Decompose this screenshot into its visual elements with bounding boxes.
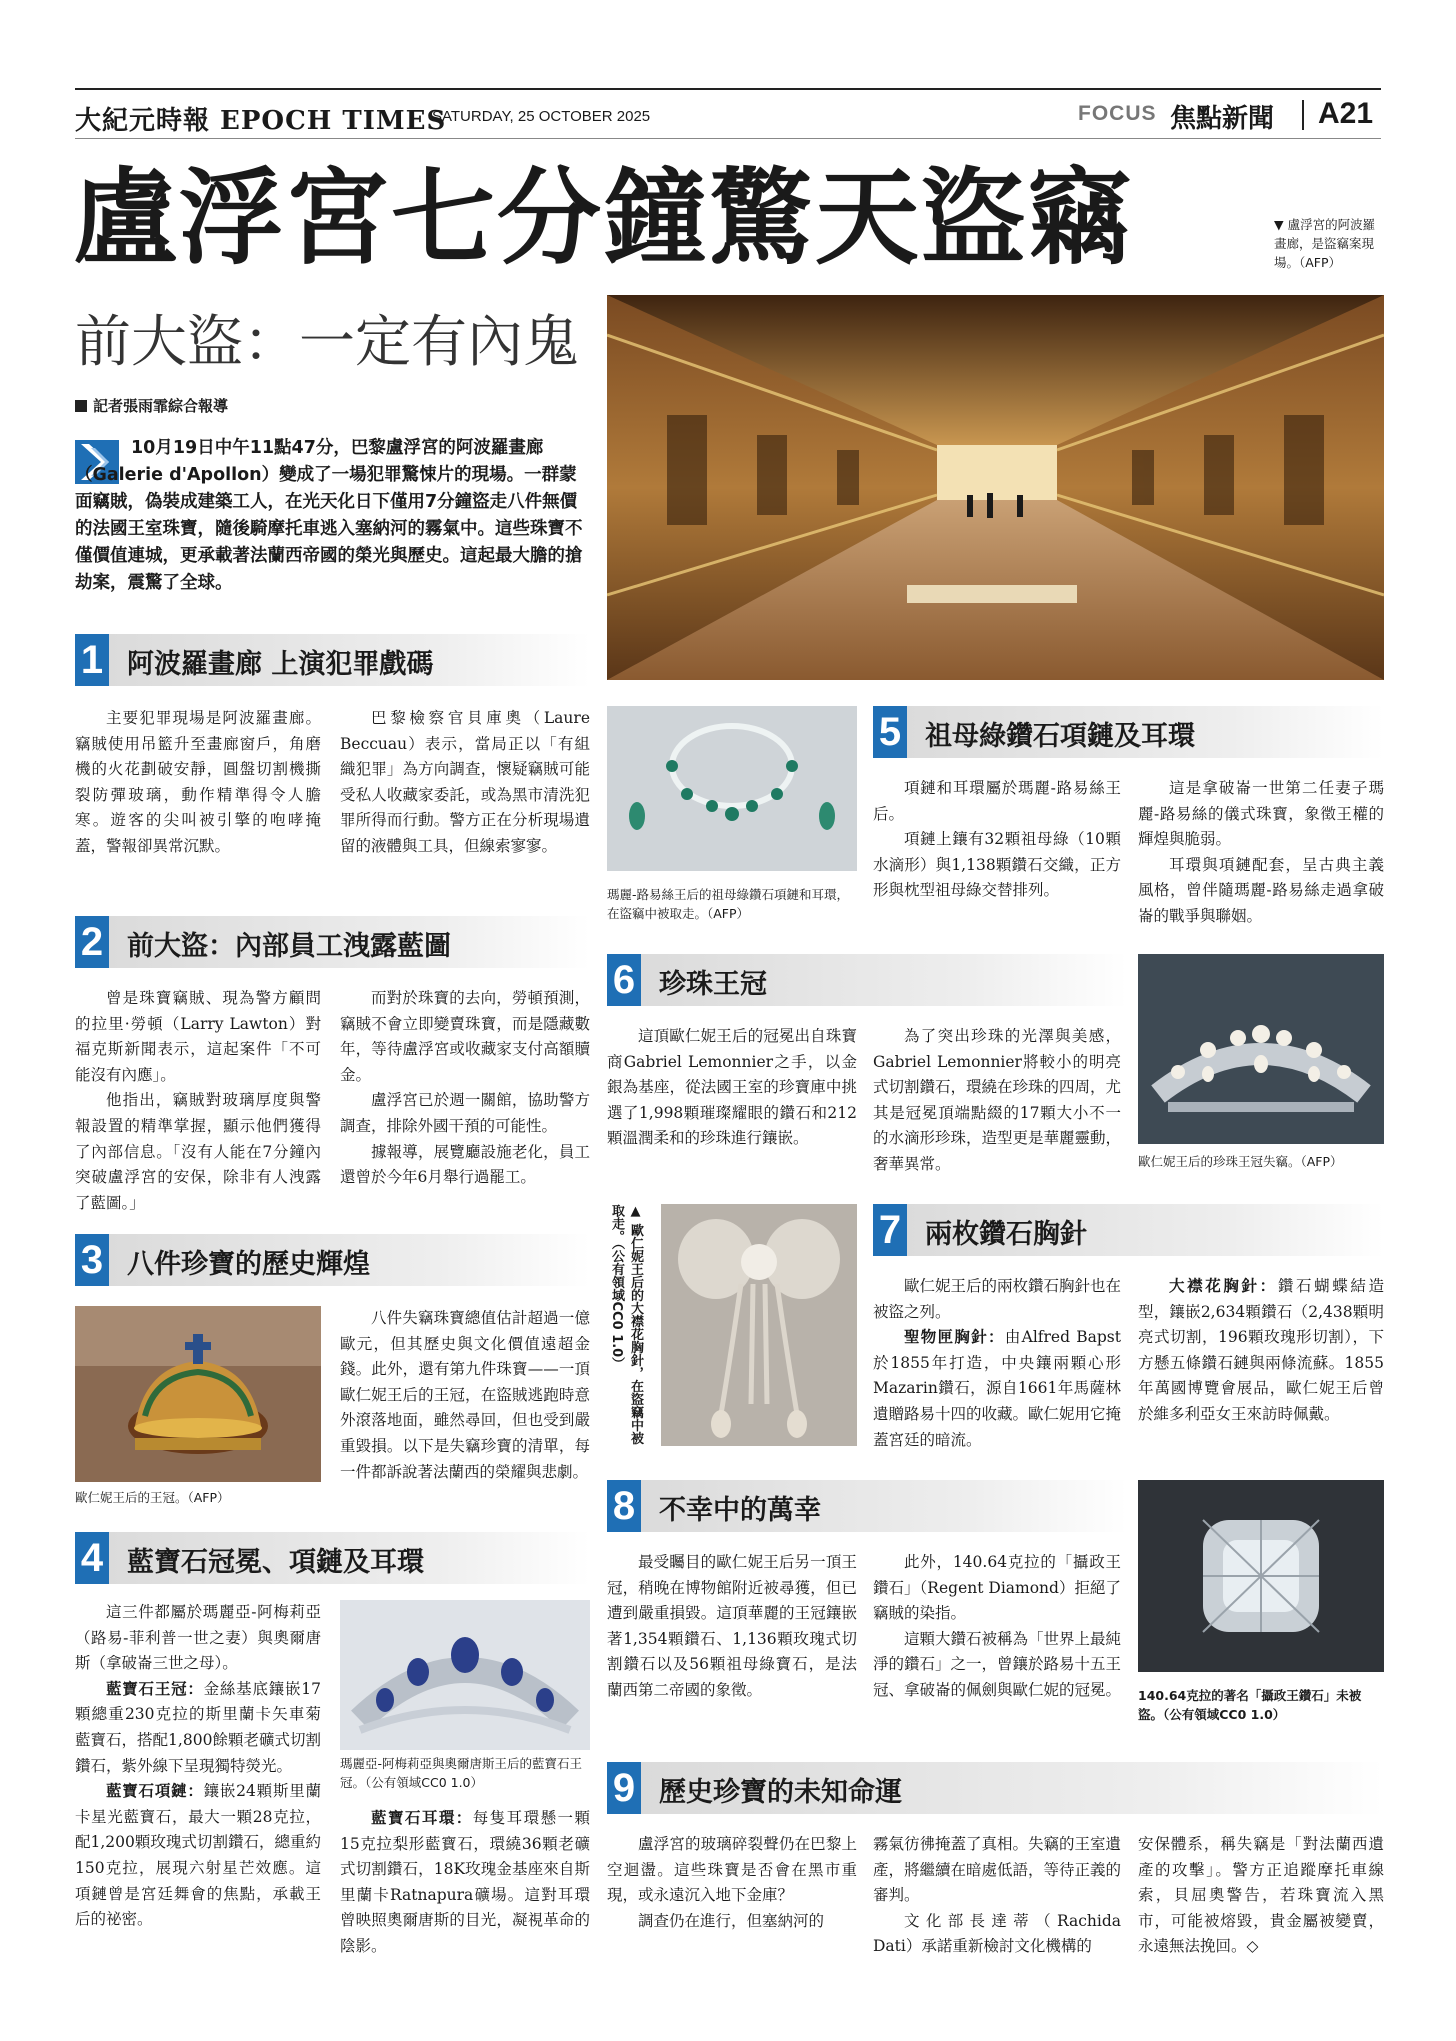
section-2-title: 前大盜：內部員工洩露藍圖 <box>127 931 451 962</box>
section-6-header <box>607 954 1127 1006</box>
section-5-number: 5 <box>873 706 907 758</box>
sapphire-earring-label: 藍寶石耳環： <box>371 1809 473 1827</box>
brooch-photo <box>661 1204 857 1446</box>
section-2-para: 盧浮宮已於週一關館，協助警方調查，排除外國干預的可能性。 <box>340 1091 590 1135</box>
section-7-col2 <box>1138 1274 1384 1428</box>
section-4-col2 <box>340 1806 590 1960</box>
byline <box>75 395 228 416</box>
section-1-number: 1 <box>75 634 109 686</box>
section-2-number: 2 <box>75 916 109 968</box>
section-9-para: 調查仍在進行，但塞納河的 <box>638 1911 825 1930</box>
section-5-header <box>873 706 1384 758</box>
section-8-col2 <box>873 1550 1121 1704</box>
page-number: A21 <box>1318 97 1374 130</box>
section-3-title: 八件珍寶的歷史輝煌 <box>127 1249 370 1280</box>
masthead-underline <box>75 138 1381 139</box>
sapphire-caption: 瑪麗亞-阿梅莉亞與奧爾唐斯王后的藍寶石王冠。（公有領域CC0 1.0） <box>340 1756 583 1790</box>
section-7-title: 兩枚鑽石胸針 <box>925 1219 1087 1250</box>
section-5-para: 項鏈和耳環屬於瑪麗-路易絲王后。 <box>873 779 1121 823</box>
section-6-col1: 這頂歐仁妮王后的冠冕出自珠寶商Gabriel Lemonnier之手，以金銀為基座，從法國王室的珍寶庫中挑選了1,998顆璀璨耀眼的鑽石和212顆溫潤柔和的珍珠進行鑲嵌。 <box>607 1027 857 1148</box>
section-8-header <box>607 1480 1127 1532</box>
section-9-para: 霧氣彷彿掩蓋了真相。失竊的王室遺產，將繼續在暗處低語，等待正義的審判。 <box>873 1835 1122 1905</box>
section-9-col2 <box>873 1832 1121 1960</box>
pearl-tiara-caption: 歐仁妮王后的珍珠王冠失竊。（AFP） <box>1138 1154 1343 1169</box>
sapphire-crown-label: 藍寶石王冠： <box>106 1679 204 1698</box>
section-1-header <box>75 634 590 686</box>
headline: 盧浮宮七分鐘驚天盜竊 <box>73 156 1134 279</box>
section-6-col2: 為了突出珍珠的光澤與美感，Gabriel Lemonnier將較小的明亮式切割鑽石，環繞在珍珠的四周，尤其是冠冕頂端點綴的17顆大小不一的水滴形珍珠，造型更是華麗靈動，奢華異常。 <box>873 1027 1122 1173</box>
section-6-title: 珍珠王冠 <box>659 969 767 1000</box>
section-1-col2: 巴黎檢察官貝庫奧（Laure Beccuau）表示，當局正以「有組織犯罪」為方向調查，懷疑竊賊可能受私人收藏家委託，或為黑市清洗犯罪所得而行動。警方正在分析現場遺留的液體與工具，但線索寥寥。 <box>340 709 590 855</box>
bow-brooch-label: 大襟花胸針： <box>1169 1277 1278 1295</box>
section-2-para: 而對於珠寶的去向，勞頓預測，竊賊不會立即變賣珠寶，而是隱藏數年，等待盧浮宮或收藏家支付高額贖金。 <box>340 989 590 1084</box>
section-3-text: 八件失竊珠寶總值估計超過一億歐元，但其歷史與文化價值遠超金錢。此外，還有第九件珠寶——一頂歐仁妮王后的王冠，在盜賊逃跑時意外滾落地面，雖然尋回，但也受到嚴重毀損。以下是失竊珍寶的清單，每一件都訴說著法蘭西的榮耀與悲劇。 <box>340 1309 590 1481</box>
lede: 10月19日中午11點47分，巴黎盧浮宮的阿波羅畫廊（Galerie d'Apollon）變成了一場犯罪驚悚片的現場。一群蒙面竊賊，偽裝成建築工人，在光天化日下僅用7分鐘盜走八件無價的法國王室珠寶，隨後騎摩托車逃入塞納河的霧氣中。這些珠寶不僅價值連城，更承載著法蘭西帝國的榮光與歷史。這起最大膽的搶劫案，震驚了全球。 <box>75 438 583 593</box>
section-8-col1: 最受矚目的歐仁妮王后另一頂王冠，稍晚在博物館附近被尋獲，但已遭到嚴重損毀。這頂華麗的王冠鑲嵌著1,354顆鑽石、1,136顆玫瑰式切割鑽石以及56顆祖母綠寶石，是法蘭西第二帝國的象徵。 <box>607 1553 857 1699</box>
section-2-para: 他指出，竊賊對玻璃厚度與警報設置的精準掌握，顯示他們獲得了內部信息。「沒有人能在7分鐘內突破盧浮宮的安保，除非有人洩露了藍圖。」 <box>75 1091 321 1212</box>
masthead-date: SATURDAY, 25 OCTOBER 2025 <box>432 108 651 125</box>
section-3-header <box>75 1234 590 1286</box>
section-4-para: 這三件都屬於瑪麗亞-阿梅莉亞（路易-菲利普一世之妻）與奧爾唐斯（拿破崙三世之母）。 <box>75 1603 321 1673</box>
section-5-col1 <box>873 776 1121 904</box>
section-9-title: 歷史珍寶的未知命運 <box>659 1777 902 1808</box>
reliquary-brooch-label: 聖物匣胸針： <box>904 1328 1005 1347</box>
pearl-tiara-photo <box>1138 954 1384 1144</box>
section-6-number: 6 <box>607 954 641 1006</box>
section-7-para: 歐仁妮王后的兩枚鑽石胸針也在被盜之列。 <box>873 1277 1122 1321</box>
section-2-col1 <box>75 986 321 1216</box>
section-5-col2 <box>1138 776 1384 930</box>
section-9-col3: 安保體系，稱失竊是「對法蘭西遺產的攻擊」。警方正追蹤摩托車線索，貝屈奧警告，若珠寶流入黑市，可能被熔毀，貴金屬被變賣，永遠無法挽回。◇ <box>1138 1835 1384 1956</box>
section-9-para: 文化部長達蒂（Rachida Dati）承諾重新檢討文化機構的 <box>873 1911 1121 1956</box>
section-1-col1: 主要犯罪現場是阿波羅畫廊。竊賊使用吊籃升至畫廊窗戶，角磨機的火花劃破安靜，圓盤切割機撕裂防彈玻璃，動作精準得令人膽寒。遊客的尖叫被引擎的咆哮掩蓋，警報卻異常沉默。 <box>75 709 321 855</box>
section-2-para: 據報導，展覽廳設施老化，員工還曾於今年6月舉行過罷工。 <box>340 1142 590 1187</box>
section-2-col2 <box>340 986 590 1191</box>
section-4-number: 4 <box>75 1532 109 1584</box>
section-2-para: 曾是珠寶竊賊、現為警方顧問的拉里·勞頓（Larry Lawton）對福克斯新聞表示，這起案件「不可能沒有內應」。 <box>75 989 321 1084</box>
subhead: 前大盜：一定有內鬼 <box>75 310 579 375</box>
crown-photo <box>75 1306 321 1482</box>
section-4-title: 藍寶石冠冕、項鏈及耳環 <box>127 1547 424 1578</box>
section-9-number: 9 <box>607 1762 641 1814</box>
section-2-header <box>75 916 590 968</box>
section-5-para: 耳環與項鏈配套，呈古典主義風格，曾伴隨瑪麗-路易絲走過拿破崙的戰爭與聯姻。 <box>1138 855 1384 925</box>
section-9-para: 盧浮宮的玻璃碎裂聲仍在巴黎上空迴盪。這些珠寶是否會在黑市重現，或永遠沉入地下金庫？ <box>607 1835 857 1905</box>
gallery-caption: ▼ 盧浮宮的阿波羅畫廊，是盜竊案現場。（AFP） <box>1274 217 1376 270</box>
section-4-col1 <box>75 1600 321 1933</box>
sapphire-photo <box>340 1600 590 1750</box>
reliquary-brooch-text: 由Alfred Bapst於1855年打造，中央鑲兩顆心形Mazarin鑽石，源自1661年馬薩林遺贈路易十四的收藏。歐仁妮用它掩蓋宮廷的暗流。 <box>873 1328 1122 1449</box>
section-7-header <box>873 1204 1384 1256</box>
gallery-photo <box>607 295 1384 680</box>
bow-brooch-text: 鑽石蝴蝶結造型，鑲嵌2,634顆鑽石（2,438顆明亮式切割，196顆玫瑰形切割），下方懸五條鑽石鏈與兩條流蘇。1855年萬國博覽會展品，歐仁妮王后曾於維多利亞女王來訪時佩戴。 <box>1138 1277 1384 1423</box>
sapphire-necklace-text: 鑲嵌24顆斯里蘭卡星光藍寶石，最大一顆28克拉，配1,200顆玫瑰式切割鑽石，總重約150克拉，展現六射星芒效應。這項鏈曾是宮廷舞會的焦點，承載王后的祕密。 <box>75 1782 321 1929</box>
sapphire-earring-text: 每隻耳環懸一顆15克拉梨形藍寶石，環繞36顆老礦式切割鑽石，18K玫瑰金基座來自斯里蘭卡Ratnapura礦場。這對耳環曾映照奧爾唐斯的目光，凝視革命的陰影。 <box>340 1809 590 1955</box>
focus-label: FOCUS <box>1078 102 1157 125</box>
section-7-col1 <box>873 1274 1121 1453</box>
section-5-title: 祖母綠鑽石項鏈及耳環 <box>925 721 1195 752</box>
section-5-para: 項鏈上鑲有32顆祖母綠（10顆水滴形）與1,138顆鑽石交織，正方形與枕型祖母綠交替排列。 <box>873 830 1121 900</box>
sapphire-crown-text: 金絲基底鑲嵌17顆總重230克拉的斯里蘭卡矢車菊藍寶石，搭配1,800餘顆老礦式切割鑽石，紫外線下呈現獨特熒光。 <box>75 1679 321 1775</box>
emerald-caption: 瑪麗-路易絲王后的祖母綠鑽石項鏈和耳環，在盜竊中被取走。（AFP） <box>607 887 850 921</box>
regent-caption: 140.64克拉的著名「攝政王鑽石」未被盜。（公有領域CC0 1.0） <box>1138 1688 1362 1722</box>
emerald-photo <box>607 706 857 871</box>
crown-caption: 歐仁妮王后的王冠。（AFP） <box>75 1490 230 1505</box>
section-1-title: 阿波羅畫廊 上演犯罪戲碼 <box>127 649 434 680</box>
brooch-caption: ▲ 歐仁妮王后的大襟花胸針，在盜竊中被取走。（公有領域CC0 1.0） <box>609 1204 643 1445</box>
masthead-brand: 大紀元時報 EPOCH TIMES <box>75 106 447 136</box>
section-9-col1 <box>607 1832 857 1934</box>
regent-diamond-photo <box>1138 1480 1384 1672</box>
section-name: 焦點新聞 <box>1170 104 1275 134</box>
section-3-number: 3 <box>75 1234 109 1286</box>
section-8-para: 此外，140.64克拉的「攝政王鑽石」（Regent Diamond）拒絕了竊賊的染指。 <box>873 1553 1121 1623</box>
divider <box>1302 100 1304 130</box>
byline-text: 記者張雨霏綜合報導 <box>93 397 229 415</box>
section-4-header <box>75 1532 590 1584</box>
section-9-header <box>607 1762 1384 1814</box>
section-8-para: 這顆大鑽石被稱為「世界上最純淨的鑽石」之一，曾鑲於路易十五王冠、拿破崙的佩劍與歐仁妮的冠冕。 <box>873 1629 1122 1699</box>
section-8-number: 8 <box>607 1480 641 1532</box>
sapphire-necklace-label: 藍寶石項鏈： <box>106 1782 204 1801</box>
top-rule <box>75 88 1381 90</box>
section-5-para: 這是拿破崙一世第二任妻子瑪麗-路易絲的儀式珠寶，象徵王權的輝煌與脆弱。 <box>1138 779 1384 849</box>
section-8-title: 不幸中的萬幸 <box>659 1495 821 1526</box>
byline-square-icon <box>75 400 87 412</box>
section-7-number: 7 <box>873 1204 907 1256</box>
